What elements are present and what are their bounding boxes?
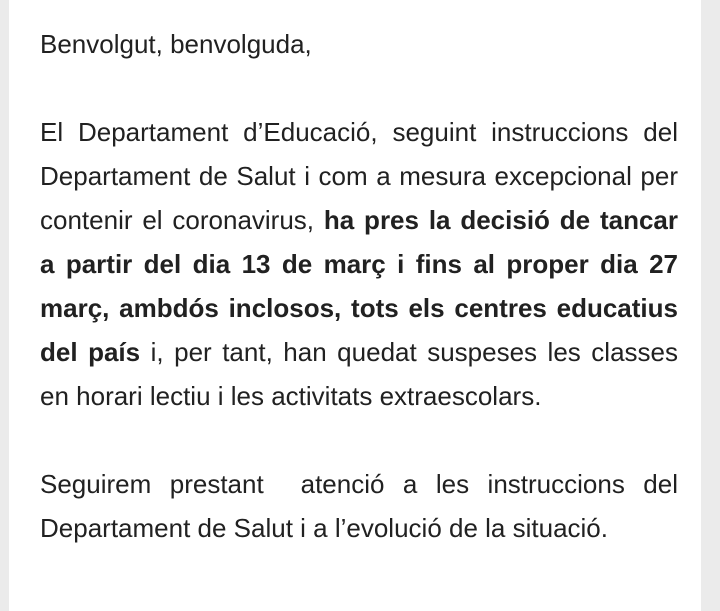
- greeting: Benvolgut, benvolguda,: [40, 29, 312, 59]
- message-page: [9, 0, 701, 611]
- paragraph-follow-up: Seguirem prestant atenció a les instruccions del Departament de Salut i a l’evolució de la situació.: [40, 469, 686, 543]
- paragraph-intro: El Departament d’Educació, seguint instruccions del Departament de Salut i com a mesura excepcional per contenir el coronavirus,: [40, 117, 678, 235]
- paragraph-consequence: i, per tant, han quedat suspeses les classes en horari lectiu i les activitats extraescolars.: [40, 337, 678, 411]
- paragraph-closure-notice: [40, 110, 678, 418]
- closure-decision-bold: ha pres la decisió de tancar a partir del dia 13 de març i fins al proper dia 27 març, ambdós inclosos, tots els centres educatius del país: [40, 205, 678, 367]
- letter-body: [40, 22, 686, 550]
